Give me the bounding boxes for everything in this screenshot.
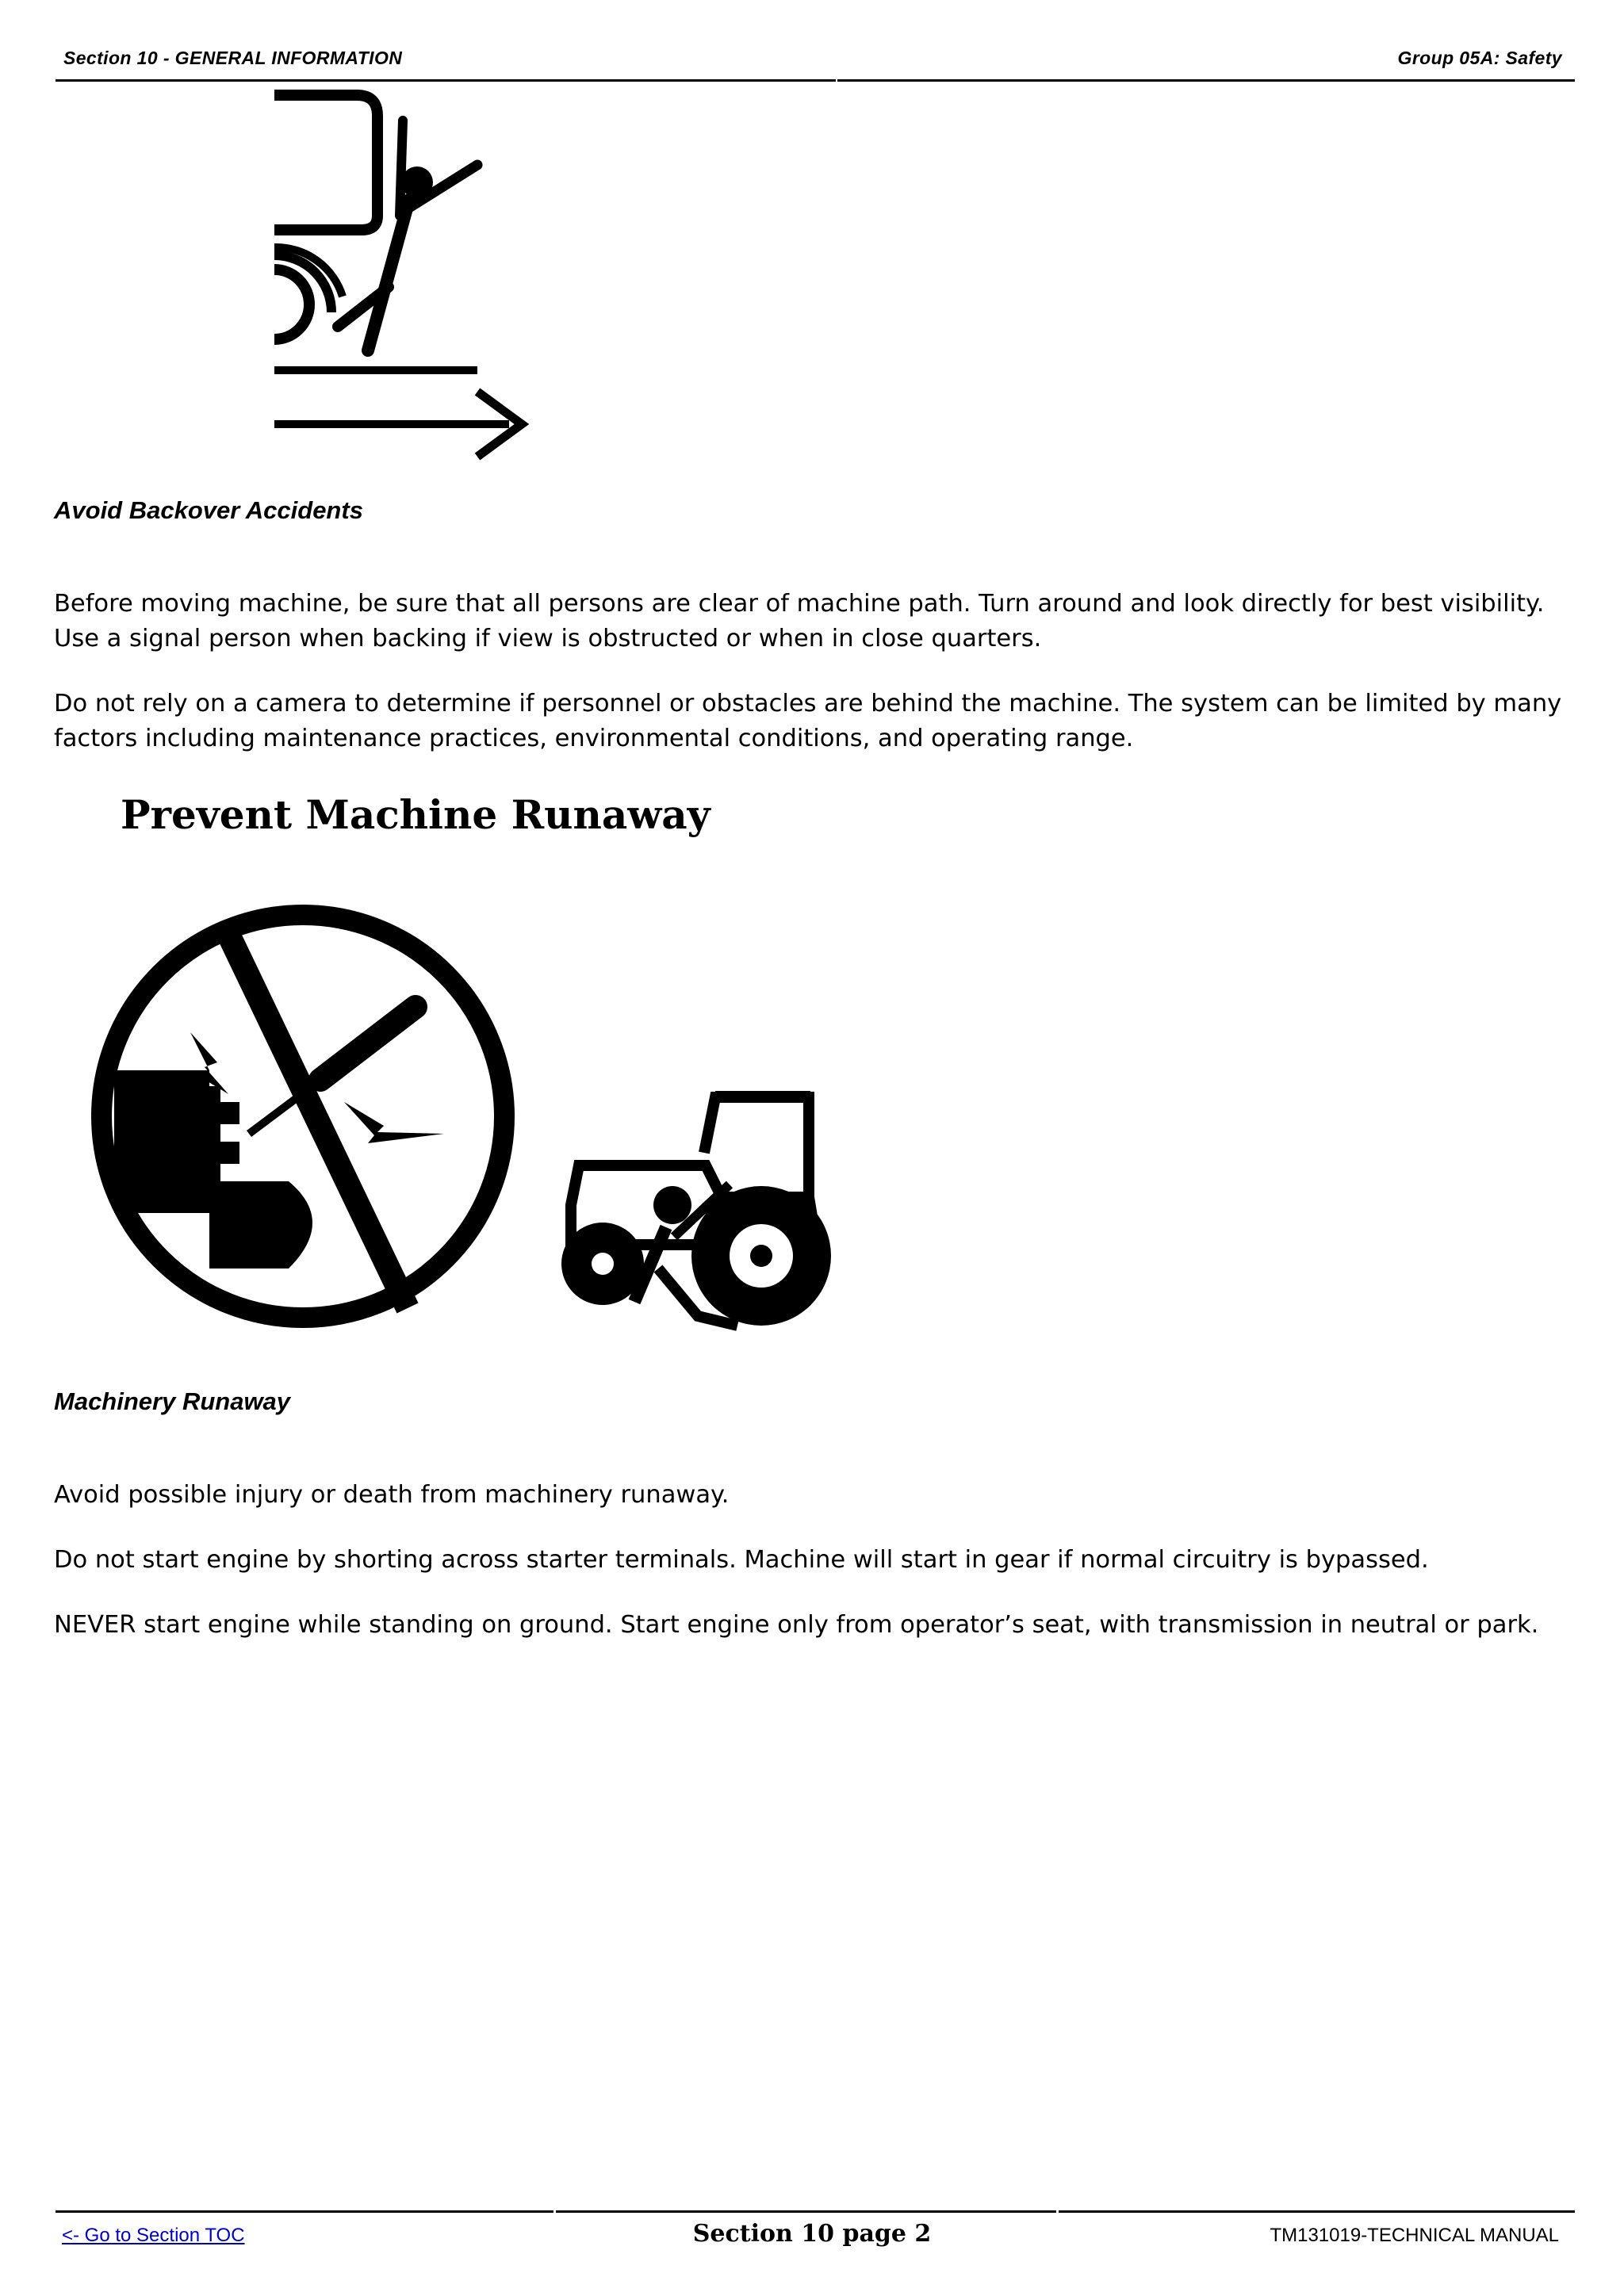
go-to-section-toc-link[interactable]: <- Go to Section TOC [62, 2225, 245, 2246]
footer-manual-id: TM131019-TECHNICAL MANUAL [1270, 2225, 1559, 2246]
header-section-title: Section 10 - GENERAL INFORMATION [63, 48, 403, 68]
figure-caption-runaway: Machinery Runaway [54, 1387, 291, 1415]
figure-caption-backover: Avoid Backover Accidents [54, 496, 363, 524]
section-heading: Prevent Machine Runaway [121, 791, 710, 838]
paragraph: Avoid possible injury or death from machinery runaway. [54, 1481, 730, 1509]
no-shorting-starter-icon [82, 896, 527, 1340]
footer-page-number: Section 10 page 2 [692, 2220, 932, 2248]
page-header [56, 41, 1575, 82]
backover-person-icon [270, 89, 539, 469]
paragraph: NEVER start engine while standing on ground. Start engine only from operator’s seat, with transmission in neutral or park. [54, 1611, 1539, 1639]
paragraph: Do not rely on a camera to determine if personnel or obstacles are behind the machine. The system can be limited by many factors including maintenance practices, environmental conditions, and operating range. [54, 690, 1562, 752]
paragraph: Do not start engine by shorting across starter terminals. Machine will start in gear if normal circuitry is bypassed. [54, 1546, 1429, 1574]
tractor-runaway-icon [539, 1086, 841, 1340]
header-group-title: Group 05A: Safety [1397, 48, 1562, 68]
paragraph: Before moving machine, be sure that all persons are clear of machine path. Turn around and look directly for best visibility. Use a signal person when backing if view is obstructed or when in close quarters. [54, 590, 1545, 652]
footer-rule [56, 2210, 1575, 2213]
